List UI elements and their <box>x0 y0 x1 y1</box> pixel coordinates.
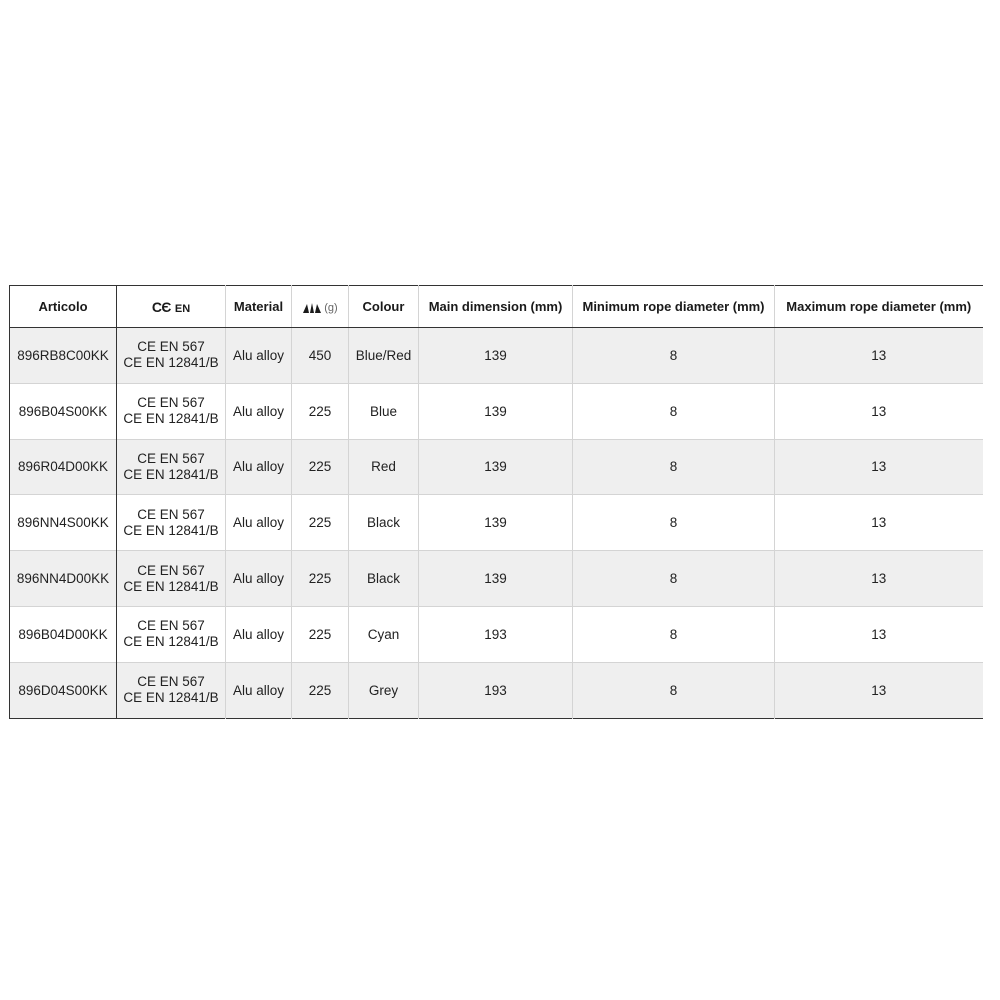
cell-max-rope-diameter: 13 <box>871 459 887 475</box>
cell-weight: 225 <box>292 439 349 495</box>
table-row <box>10 328 983 384</box>
cell-certification <box>117 328 226 384</box>
header-weight <box>292 286 349 328</box>
cell-colour: Cyan <box>349 606 419 662</box>
cell-material: Alu alloy <box>226 495 292 551</box>
cell-norm-2: CE EN 12841/B <box>123 355 219 371</box>
cell-article: 896R04D00KK <box>10 439 117 495</box>
cell-material: Alu alloy <box>226 439 292 495</box>
cell-norm-1: CE EN 567 <box>137 339 205 355</box>
table-row <box>10 551 983 607</box>
cell-max-rope-diameter: 13 <box>871 626 887 642</box>
cell-material: Alu alloy <box>226 662 292 718</box>
table-row <box>10 495 983 551</box>
cell-norm-2: CE EN 12841/B <box>123 522 219 538</box>
cell-weight: 225 <box>292 495 349 551</box>
cell-colour: Grey <box>349 662 419 718</box>
header-main-dimension: Main dimension (mm) <box>419 286 573 328</box>
cell-article: 896D04S00KK <box>10 662 117 718</box>
cell-weight: 450 <box>292 328 349 384</box>
table-row <box>10 606 983 662</box>
cell-min-rope-diameter: 8 <box>573 662 775 718</box>
cell-certification <box>117 439 226 495</box>
cell-norm-2: CE EN 12841/B <box>123 690 219 706</box>
cell-colour: Blue/Red <box>349 328 419 384</box>
cell-article: 896NN4D00KK <box>10 551 117 607</box>
table-row <box>10 383 983 439</box>
cell-norm-1: CE EN 567 <box>137 674 205 690</box>
cell-main-dimension: 193 <box>419 606 573 662</box>
cell-norm-2: CE EN 12841/B <box>123 578 219 594</box>
header-article: Articolo <box>10 286 117 328</box>
cell-norm-1: CE EN 567 <box>137 450 205 466</box>
cell-min-rope-diameter: 8 <box>573 439 775 495</box>
header-en: EN <box>174 302 191 315</box>
cell-norm-1: CE EN 567 <box>137 395 205 411</box>
cell-main-dimension: 139 <box>419 383 573 439</box>
cell-norm-1: CE EN 567 <box>137 562 205 578</box>
cell-max-rope-diameter: 13 <box>871 571 887 587</box>
cell-main-dimension: 193 <box>419 662 573 718</box>
table-header <box>10 286 983 328</box>
cell-weight: 225 <box>292 662 349 718</box>
cell-colour: Black <box>349 551 419 607</box>
cell-min-rope-diameter: 8 <box>573 551 775 607</box>
header-max-rope-diameter: Maximum rope diameter (mm) <box>775 286 983 328</box>
cell-main-dimension: 139 <box>419 328 573 384</box>
cell-colour: Red <box>349 439 419 495</box>
cell-max-rope-diameter: 13 <box>871 403 887 419</box>
cell-norm-2: CE EN 12841/B <box>123 411 219 427</box>
cell-main-dimension: 139 <box>419 439 573 495</box>
cell-certification <box>117 662 226 718</box>
cell-material: Alu alloy <box>226 606 292 662</box>
cell-main-dimension: 139 <box>419 495 573 551</box>
cell-weight: 225 <box>292 383 349 439</box>
cell-min-rope-diameter: 8 <box>573 606 775 662</box>
cell-weight: 225 <box>292 551 349 607</box>
cell-article: 896NN4S00KK <box>10 495 117 551</box>
cell-min-rope-diameter: 8 <box>573 383 775 439</box>
cell-article: 896B04S00KK <box>10 383 117 439</box>
header-row <box>10 286 983 328</box>
cell-colour: Blue <box>349 383 419 439</box>
cell-certification <box>117 495 226 551</box>
cell-min-rope-diameter: 8 <box>573 495 775 551</box>
header-certification <box>117 286 226 328</box>
cell-certification <box>117 551 226 607</box>
ce-mark-icon: CЄ <box>151 298 171 315</box>
cell-max-rope-diameter: 13 <box>871 515 887 531</box>
cell-certification <box>117 606 226 662</box>
cell-norm-1: CE EN 567 <box>137 618 205 634</box>
header-colour: Colour <box>349 286 419 328</box>
cell-max-rope-diameter: 13 <box>871 682 887 698</box>
cell-material: Alu alloy <box>226 551 292 607</box>
cell-article: 896B04D00KK <box>10 606 117 662</box>
header-weight-unit: (g) <box>324 302 338 314</box>
cell-certification <box>117 383 226 439</box>
cell-norm-1: CE EN 567 <box>137 506 205 522</box>
cell-material: Alu alloy <box>226 328 292 384</box>
cell-weight: 225 <box>292 606 349 662</box>
header-material: Material <box>226 286 292 328</box>
table-body <box>10 328 983 719</box>
table-row <box>10 662 983 718</box>
cell-main-dimension: 139 <box>419 551 573 607</box>
cell-material: Alu alloy <box>226 383 292 439</box>
weight-icon <box>302 302 322 314</box>
cell-article: 896RB8C00KK <box>10 328 117 384</box>
table-row <box>10 439 983 495</box>
header-min-rope-diameter: Minimum rope diameter (mm) <box>573 286 775 328</box>
cell-colour: Black <box>349 495 419 551</box>
product-spec-table <box>9 285 983 719</box>
cell-norm-2: CE EN 12841/B <box>123 466 219 482</box>
cell-min-rope-diameter: 8 <box>573 328 775 384</box>
cell-norm-2: CE EN 12841/B <box>123 634 219 650</box>
cell-max-rope-diameter: 13 <box>871 347 887 363</box>
